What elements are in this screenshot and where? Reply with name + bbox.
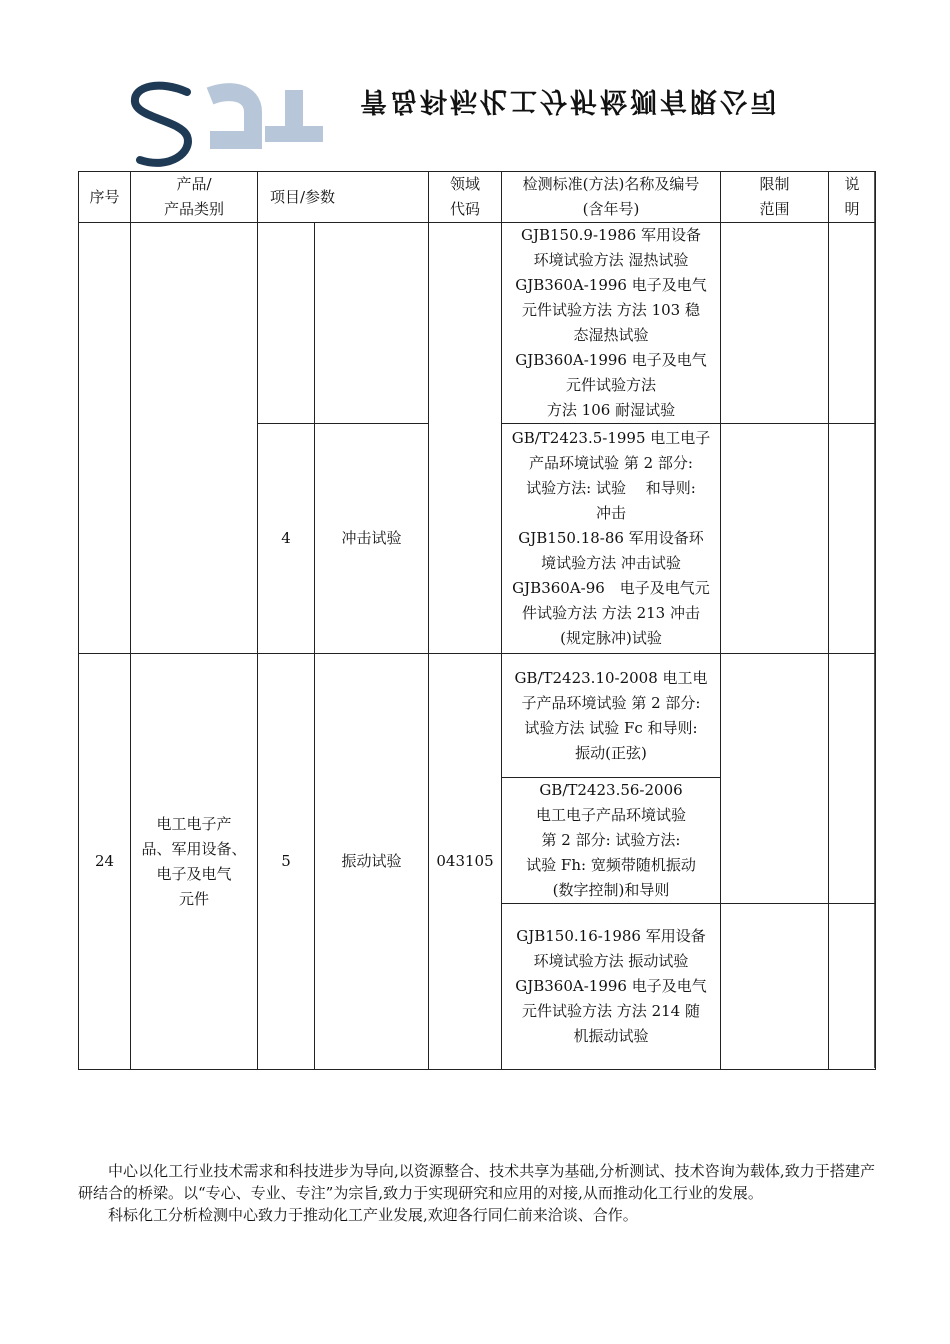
item-no-cell: 4 [258, 424, 315, 654]
header-note: 说 明 [829, 172, 876, 223]
code-cell: 043105 [429, 654, 502, 1070]
header-item: 项目/参数 [258, 172, 429, 223]
header-product: 产品/ 产品类别 [131, 172, 258, 223]
standard-cell: GJB150.16-1986 军用设备 环境试验方法 振动试验 GJB360A-1996 电子及电气 元件试验方法 方法 214 随 机振动试验 [502, 904, 721, 1070]
note-cell [829, 654, 876, 904]
header-code: 领域 代码 [429, 172, 502, 223]
header-standard: 检测标准(方法)名称及编号 (含年号) [502, 172, 721, 223]
table-header-row [79, 172, 876, 223]
limit-cell [721, 904, 829, 1070]
table-row [79, 654, 876, 778]
note-cell [829, 223, 876, 424]
item-name-cell [315, 223, 429, 424]
footer-text [78, 1160, 875, 1226]
footer-paragraph: 中心以化工行业技术需求和科技进步为导向,以资源整合、技术共享为基础,分析测试、技术咨询为载体,致力于搭建产研结合的桥梁。以“专心、专业、专注”为宗旨,致力于实现研究和应用的对接,从而推动化工行业的发展。 [78, 1162, 875, 1202]
logo-letter-c [210, 92, 253, 140]
sct-logo [125, 78, 330, 178]
code-cell [429, 223, 502, 654]
logo-letter-t-stem [285, 90, 303, 130]
standard-cell: GB/T2423.10-2008 电工电 子产品环境试验 第 2 部分: 试验方法 试验 Fc 和导则: 振动(正弦) [502, 654, 721, 778]
item-name-cell: 振动试验 [315, 654, 429, 1070]
table-row [79, 223, 876, 424]
product-cell [131, 223, 258, 654]
limit-cell [721, 424, 829, 654]
limit-cell [721, 654, 829, 904]
limit-cell [721, 223, 829, 424]
standard-cell: GJB150.9-1986 军用设备 环境试验方法 湿热试验 GJB360A-1996 电子及电气 元件试验方法 方法 103 稳 态湿热试验 GJB360A-1996 电子及电气 元件试验方法 方法 106 耐湿试验 [502, 223, 721, 424]
seq-cell [79, 223, 131, 654]
item-name-cell: 冲击试验 [315, 424, 429, 654]
standards-table [78, 171, 876, 1070]
seq-cell: 24 [79, 654, 131, 1070]
standard-cell: GB/T2423.5-1995 电工电子 产品环境试验 第 2 部分: 试验方法: 试验 和导则: 冲击 GJB150.18-86 军用设备环 境试验方法 冲击试验 GJB360A-96 电子及电气元 件试验方法 方法 213 冲击 (规定脉冲)试验 [502, 424, 721, 654]
item-no-cell: 5 [258, 654, 315, 1070]
note-cell [829, 424, 876, 654]
note-cell [829, 904, 876, 1070]
product-cell: 电工电子产 品、军用设备、 电子及电气 元件 [131, 654, 258, 1070]
header-seq: 序号 [79, 172, 131, 223]
standard-cell: GB/T2423.56-2006 电工电子产品环境试验 第 2 部分: 试验方法: 试验 Fh: 宽频带随机振动 (数字控制)和导则 [502, 778, 721, 904]
footer-paragraph: 科标化工分析检测中心致力于推动化工产业发展,欢迎各行同仁前来洽谈、合作。 [108, 1206, 638, 1224]
logo-letter-s [135, 86, 188, 163]
item-no-cell [258, 223, 315, 424]
company-name: 青岛科标化工分析检测有限公司 [360, 85, 780, 116]
header-limit: 限制 范围 [721, 172, 829, 223]
page-header [0, 0, 950, 175]
